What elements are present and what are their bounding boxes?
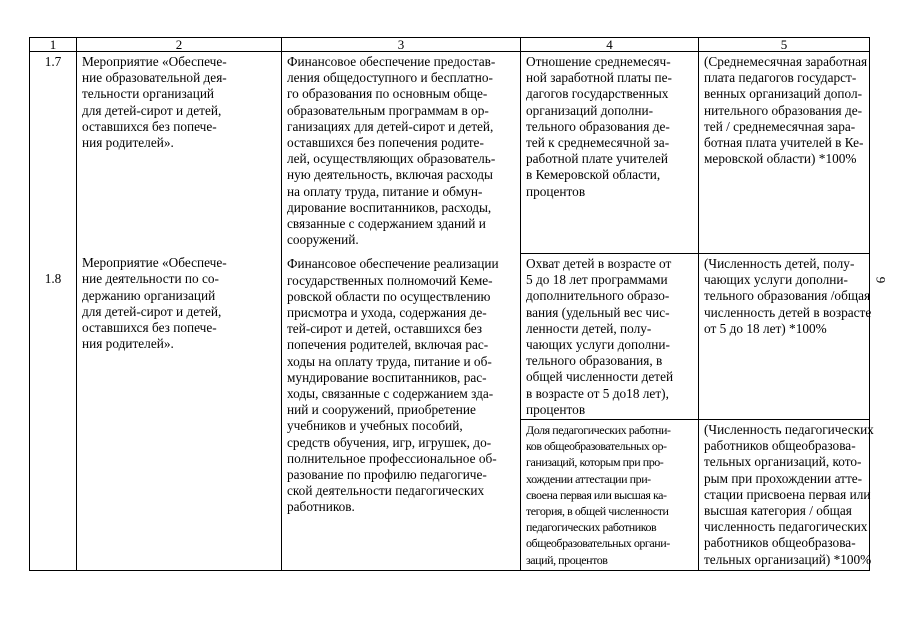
funding-1-7 xyxy=(287,54,515,248)
funding-1-8-line: работников. xyxy=(287,499,355,515)
funding-1-8-line: ходы на оплату труда, питание и об- xyxy=(287,353,492,369)
funding-1-8-line: попечения родителей, включая рас- xyxy=(287,337,489,353)
formula-line: высшая категория / общая xyxy=(704,503,852,519)
indicator-line: общеобразовательных органи- xyxy=(526,536,670,551)
indicator-line: ленности детей, полу- xyxy=(526,320,652,336)
row-number-column xyxy=(30,52,77,571)
header-col-4: 4 xyxy=(521,38,699,52)
activity-1-8 xyxy=(82,255,276,352)
funding-1-8-line: Финансовое обеспечение реализации xyxy=(287,256,499,272)
activity-1-7-line: для детей-сирот и детей, xyxy=(82,102,222,118)
formula-line: тельного образования /общая xyxy=(704,288,871,304)
formula-line: тельных организаций) *100% xyxy=(704,551,872,567)
funding-1-7-line: ления общедоступного и бесплатно- xyxy=(287,70,493,86)
indicator-line: процентов xyxy=(526,183,586,199)
funding-1-8-line: учебников и учебных пособий, xyxy=(287,418,463,434)
indicator-line: тей к среднемесячной за- xyxy=(526,135,670,151)
header-col-2: 2 xyxy=(77,38,282,52)
formula-line: ботная плата учителей в Ке- xyxy=(704,135,864,151)
funding-1-7-line: оставшихся без попечения родите- xyxy=(287,135,484,151)
indicator-line: общей численности детей xyxy=(526,369,674,385)
indicator-line: хождении аттестации при- xyxy=(526,471,651,486)
formula-line: меровской области) *100% xyxy=(704,151,857,167)
page-number: 9 xyxy=(873,276,889,284)
indicator-line: организаций дополни- xyxy=(526,102,654,118)
indicator-line: в Кемеровской области, xyxy=(526,167,661,183)
activity-1-7 xyxy=(82,54,276,151)
funding-1-8-line: присмотра и ухода, содержания де- xyxy=(287,305,487,321)
indicator-line: ганизаций, которым при про- xyxy=(526,455,664,470)
funding-1-7-line: дирование воспитанников, расходы, xyxy=(287,199,492,215)
formula-line: работников общеобразова- xyxy=(704,535,856,551)
activity-column xyxy=(77,52,282,571)
indicator-1-7 xyxy=(521,52,699,254)
funding-1-8-line: государственных полномочий Кеме- xyxy=(287,272,493,288)
indicator-line: Отношение среднемесяч- xyxy=(526,54,671,69)
formula-line: численность педагогических xyxy=(704,519,868,535)
activity-1-8-line: держанию организаций xyxy=(82,287,216,303)
formula-line: от 5 до 18 лет) *100% xyxy=(704,320,827,336)
funding-1-8-line: средств обучения, игр, игрушек, до- xyxy=(287,434,492,450)
formula-line: плата педагогов государст- xyxy=(704,70,857,86)
funding-1-8-line: ходы, связанные с содержанием зда- xyxy=(287,386,494,402)
indicator-line: тегория, в общей численности xyxy=(526,504,669,519)
funding-1-7-line: сооружений. xyxy=(287,232,359,248)
funding-1-8-line: ской деятельности педагогических xyxy=(287,483,485,499)
indicator-1-8-teachers xyxy=(521,420,699,571)
activity-1-8-line: оставшихся без попече- xyxy=(82,320,217,336)
formula-line: венных организаций допол- xyxy=(704,86,863,102)
indicator-line: заций, процентов xyxy=(526,552,608,567)
activity-1-7-line: оставшихся без попече- xyxy=(82,118,217,134)
indicator-line: дополнительного образо- xyxy=(526,288,670,304)
indicator-line: своена первая или высшая ка- xyxy=(526,487,667,502)
funding-1-7-line: связанные с содержанием зданий и xyxy=(287,216,486,232)
funding-1-8-line: ровской области по осуществлению xyxy=(287,288,491,304)
header-col-3: 3 xyxy=(282,38,521,52)
activity-1-7-line: тельности организаций xyxy=(82,86,215,102)
funding-1-7-line: лей, осуществляющих образователь- xyxy=(287,151,496,167)
formula-line: стации присвоена первая или xyxy=(704,486,871,502)
formula-1-8-teachers xyxy=(699,420,874,571)
indicator-line: Охват детей в возрасте от xyxy=(526,256,672,271)
activity-1-8-line: ния родителей». xyxy=(82,336,174,352)
indicator-line: дагогов государственных xyxy=(526,86,669,102)
funding-1-8-line: мундирование воспитанников, рас- xyxy=(287,369,487,385)
funding-1-7-line: Финансовое обеспечение предостав- xyxy=(287,54,496,69)
funding-1-8-line: ний и сооружений, приобретение xyxy=(287,402,476,418)
funding-1-8-line: разование по профилю педагогиче- xyxy=(287,467,487,483)
formula-line: тельных организаций, кото- xyxy=(704,454,862,470)
funding-1-8-line: полнительное профессиональное об- xyxy=(287,450,497,466)
header-col-5: 5 xyxy=(699,38,870,52)
program-table xyxy=(29,37,874,571)
formula-line: численность детей в возрасте xyxy=(704,304,872,320)
activity-1-7-line: ния родителей». xyxy=(82,135,174,151)
funding-1-7-line: ную деятельность, включая расходы xyxy=(287,167,493,183)
indicator-line: процентов xyxy=(526,401,586,417)
activity-1-7-line: ние образовательной дея- xyxy=(82,70,227,86)
indicator-line: Доля педагогических работни- xyxy=(526,423,671,437)
formula-line: работников общеобразова- xyxy=(704,438,856,454)
formula-line: чающих услуги дополни- xyxy=(704,272,848,288)
formula-line: рым при прохождении атте- xyxy=(704,470,863,486)
indicator-line: тельного образования, в xyxy=(526,353,663,369)
funding-column xyxy=(282,52,521,571)
indicator-line: в возрасте от 5 до18 лет), xyxy=(526,385,669,401)
indicator-line: ной заработной платы пе- xyxy=(526,70,672,86)
funding-1-7-line: образовательным программам в ор- xyxy=(287,102,489,118)
header-col-1: 1 xyxy=(30,38,77,52)
row-number-1-7: 1.7 xyxy=(44,54,62,69)
formula-line: (Среднемесячная заработная xyxy=(704,54,868,69)
indicator-line: педагогических работников xyxy=(526,520,657,535)
indicator-line: ков общеобразовательных ор- xyxy=(526,439,667,454)
activity-1-8-line: ние деятельности по со- xyxy=(82,271,219,287)
indicator-1-8-coverage xyxy=(521,254,699,420)
funding-1-7-line: ганизациях для детей-сирот и детей, xyxy=(287,118,494,134)
indicator-line: тельного образования де- xyxy=(526,118,670,134)
formula-1-8-coverage xyxy=(699,254,870,420)
formula-1-7 xyxy=(699,52,870,254)
row-number-1-8: 1.8 xyxy=(44,271,62,287)
formula-line: (Численность детей, полу- xyxy=(704,256,855,271)
funding-1-8 xyxy=(287,256,515,515)
formula-line: нительного образования де- xyxy=(704,102,863,118)
activity-1-8-line: для детей-сирот и детей, xyxy=(82,303,222,319)
formula-line: тей / среднемесячная зара- xyxy=(704,118,856,134)
formula-line: (Численность педагогических xyxy=(704,422,874,437)
funding-1-7-line: го образования по основным обще- xyxy=(287,86,488,102)
indicator-line: вания (удельный вес чис- xyxy=(526,304,670,320)
activity-1-7-line: Мероприятие «Обеспече- xyxy=(82,54,227,69)
indicator-line: 5 до 18 лет программами xyxy=(526,272,668,288)
funding-1-8-line: тей-сирот и детей, оставшихся без xyxy=(287,321,483,337)
indicator-line: чающих услуги дополни- xyxy=(526,337,670,353)
funding-1-7-line: на оплату труда, питание и обмун- xyxy=(287,183,483,199)
activity-1-8-line: Мероприятие «Обеспече- xyxy=(82,255,227,271)
indicator-line: работной плате учителей xyxy=(526,151,668,167)
